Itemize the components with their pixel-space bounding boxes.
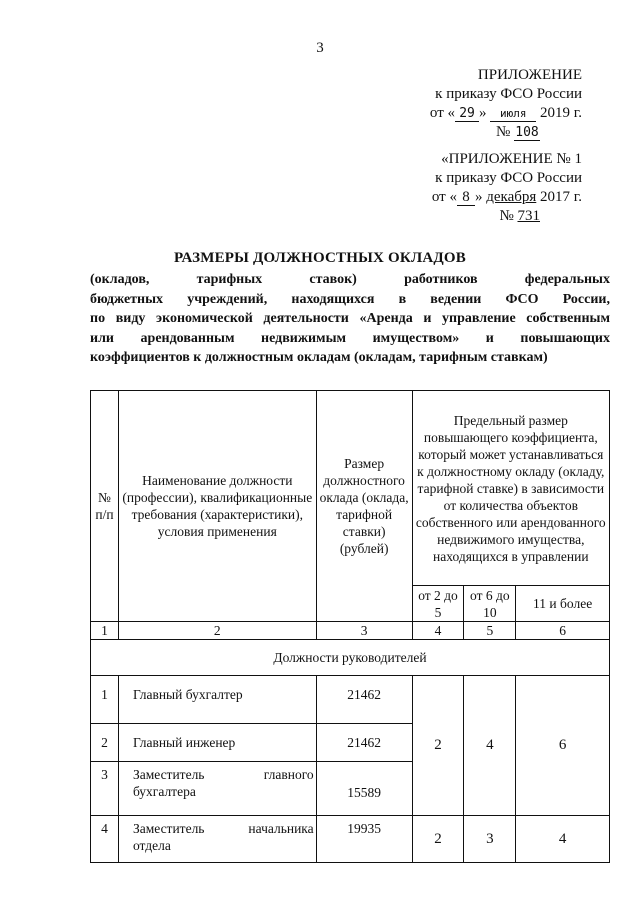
coef-6-10-value: 3: [464, 816, 516, 863]
row-number: 2: [91, 724, 119, 762]
header-salary-size: Размер должностного оклада (оклада, тарифной ставки) (рублей): [316, 391, 412, 622]
subtitle-word: «Аренда: [359, 311, 413, 326]
row-position: Главный бухгалтер: [118, 676, 316, 724]
subtitle-word: (окладов,: [90, 272, 150, 287]
coef-2-5-value: 2: [412, 676, 464, 816]
subtitle-line: [90, 270, 610, 290]
appendix-number-line: № 108: [495, 124, 539, 140]
row-number: 4: [91, 816, 119, 863]
row-number: 3: [91, 762, 119, 816]
header-number: № п/п: [91, 391, 119, 622]
header-coef-11-plus: 11 и более: [516, 586, 610, 622]
original-appendix-date: от « 8 » декабря 2017 г.: [431, 189, 582, 205]
row-salary: 15589: [316, 762, 412, 816]
subtitle-word: в: [398, 291, 407, 307]
page-number: 3: [316, 40, 324, 56]
subtitle-word: тарифных: [196, 272, 263, 287]
subtitle-word: ставок): [309, 272, 357, 287]
row-salary: 19935: [316, 816, 412, 863]
subtitle-word: находящихся: [291, 291, 375, 307]
subtitle-word: недвижимым: [261, 330, 347, 346]
subtitle-word: арендованным: [140, 330, 235, 346]
subtitle-word: ведении: [430, 291, 482, 307]
header-coefficient: Предельный размер повышающего коэффициента, который может устанавливаться к должностному окладу (окладу, тарифной ставке) в зависимости от количества объектов собственного или арендованного недвижимого имущества, находящихся в управлении: [412, 391, 609, 586]
appendix-order-ref: к приказу ФСО России: [435, 86, 582, 102]
table-row: [91, 816, 610, 863]
subtitle-line: [90, 309, 610, 329]
document-subtitle: [90, 270, 610, 368]
subtitle-word: бюджетных: [90, 291, 164, 307]
subtitle-word: экономической: [156, 311, 253, 326]
column-number: 5: [464, 622, 516, 640]
subtitle-word: имуществом»: [372, 330, 460, 346]
section-heading: Должности руководителей: [91, 640, 610, 676]
appendix-year: 2019 г.: [540, 105, 582, 121]
header-coef-6-10: от 6 до 10: [464, 586, 516, 622]
original-appendix-number: 731: [517, 208, 540, 224]
row-salary: 21462: [316, 676, 412, 724]
subtitle-word: и: [485, 330, 494, 346]
subtitle-word: ФСО: [505, 291, 539, 307]
column-numbers-row: [91, 622, 610, 640]
subtitle-word: России,: [562, 291, 610, 307]
original-appendix-year: 2017 г.: [540, 189, 582, 205]
subtitle-line: коэффициентов к должностным окладам (окладам, тарифным ставкам): [90, 350, 548, 365]
header-coef-2-5: от 2 до 5: [412, 586, 464, 622]
subtitle-word: виду: [115, 311, 146, 326]
appendix-block: [430, 66, 582, 142]
original-appendix-number-line: № 731: [499, 208, 540, 224]
appendix-number: 108: [515, 125, 539, 140]
original-appendix-month: декабря: [486, 189, 537, 205]
coef-11-plus-value: 6: [516, 676, 610, 816]
subtitle-line: [90, 329, 610, 349]
coef-6-10-value: 4: [464, 676, 516, 816]
subtitle-word: по: [90, 311, 106, 326]
appendix-date: от « 29 » июля 2019 г.: [429, 105, 582, 121]
document-title: РАЗМЕРЫ ДОЛЖНОСТНЫХ ОКЛАДОВ: [174, 250, 466, 266]
appendix-title: ПРИЛОЖЕНИЕ: [477, 67, 582, 83]
appendix-month: июля: [490, 106, 536, 122]
appendix-day: 29: [455, 106, 479, 122]
subtitle-word: деятельности: [263, 311, 349, 326]
row-position: Заместитель главного бухгалтера: [118, 762, 316, 816]
subtitle-word: управление: [442, 311, 516, 326]
column-number: 1: [91, 622, 119, 640]
header-position-name: Наименование должности (профессии), квалификационные требования (характеристики), условия применения: [118, 391, 316, 622]
column-number: 2: [118, 622, 316, 640]
column-number: 6: [516, 622, 610, 640]
row-number: 1: [91, 676, 119, 724]
row-salary: 21462: [316, 724, 412, 762]
subtitle-word: работников: [404, 272, 478, 287]
subtitle-word: и: [423, 311, 432, 326]
original-appendix-title: «ПРИЛОЖЕНИЕ № 1: [441, 151, 582, 167]
original-appendix-day: 8: [457, 190, 475, 206]
coef-2-5-value: 2: [412, 816, 464, 863]
column-number: 3: [316, 622, 412, 640]
coef-11-plus-value: 4: [516, 816, 610, 863]
subtitle-line: [90, 290, 610, 310]
subtitle-word: или: [90, 330, 114, 346]
table-row: [91, 676, 610, 724]
subtitle-word: учреждений,: [187, 291, 268, 307]
row-position: Главный инженер: [118, 724, 316, 762]
subtitle-word: федеральных: [524, 272, 610, 287]
original-appendix-order-ref: к приказу ФСО России: [435, 170, 582, 186]
column-number: 4: [412, 622, 464, 640]
original-appendix-block: [432, 150, 582, 226]
row-position: Заместитель начальника отдела: [118, 816, 316, 863]
salary-table: [90, 390, 610, 863]
subtitle-word: собственным: [526, 311, 610, 326]
subtitle-word: повышающих: [520, 330, 610, 346]
